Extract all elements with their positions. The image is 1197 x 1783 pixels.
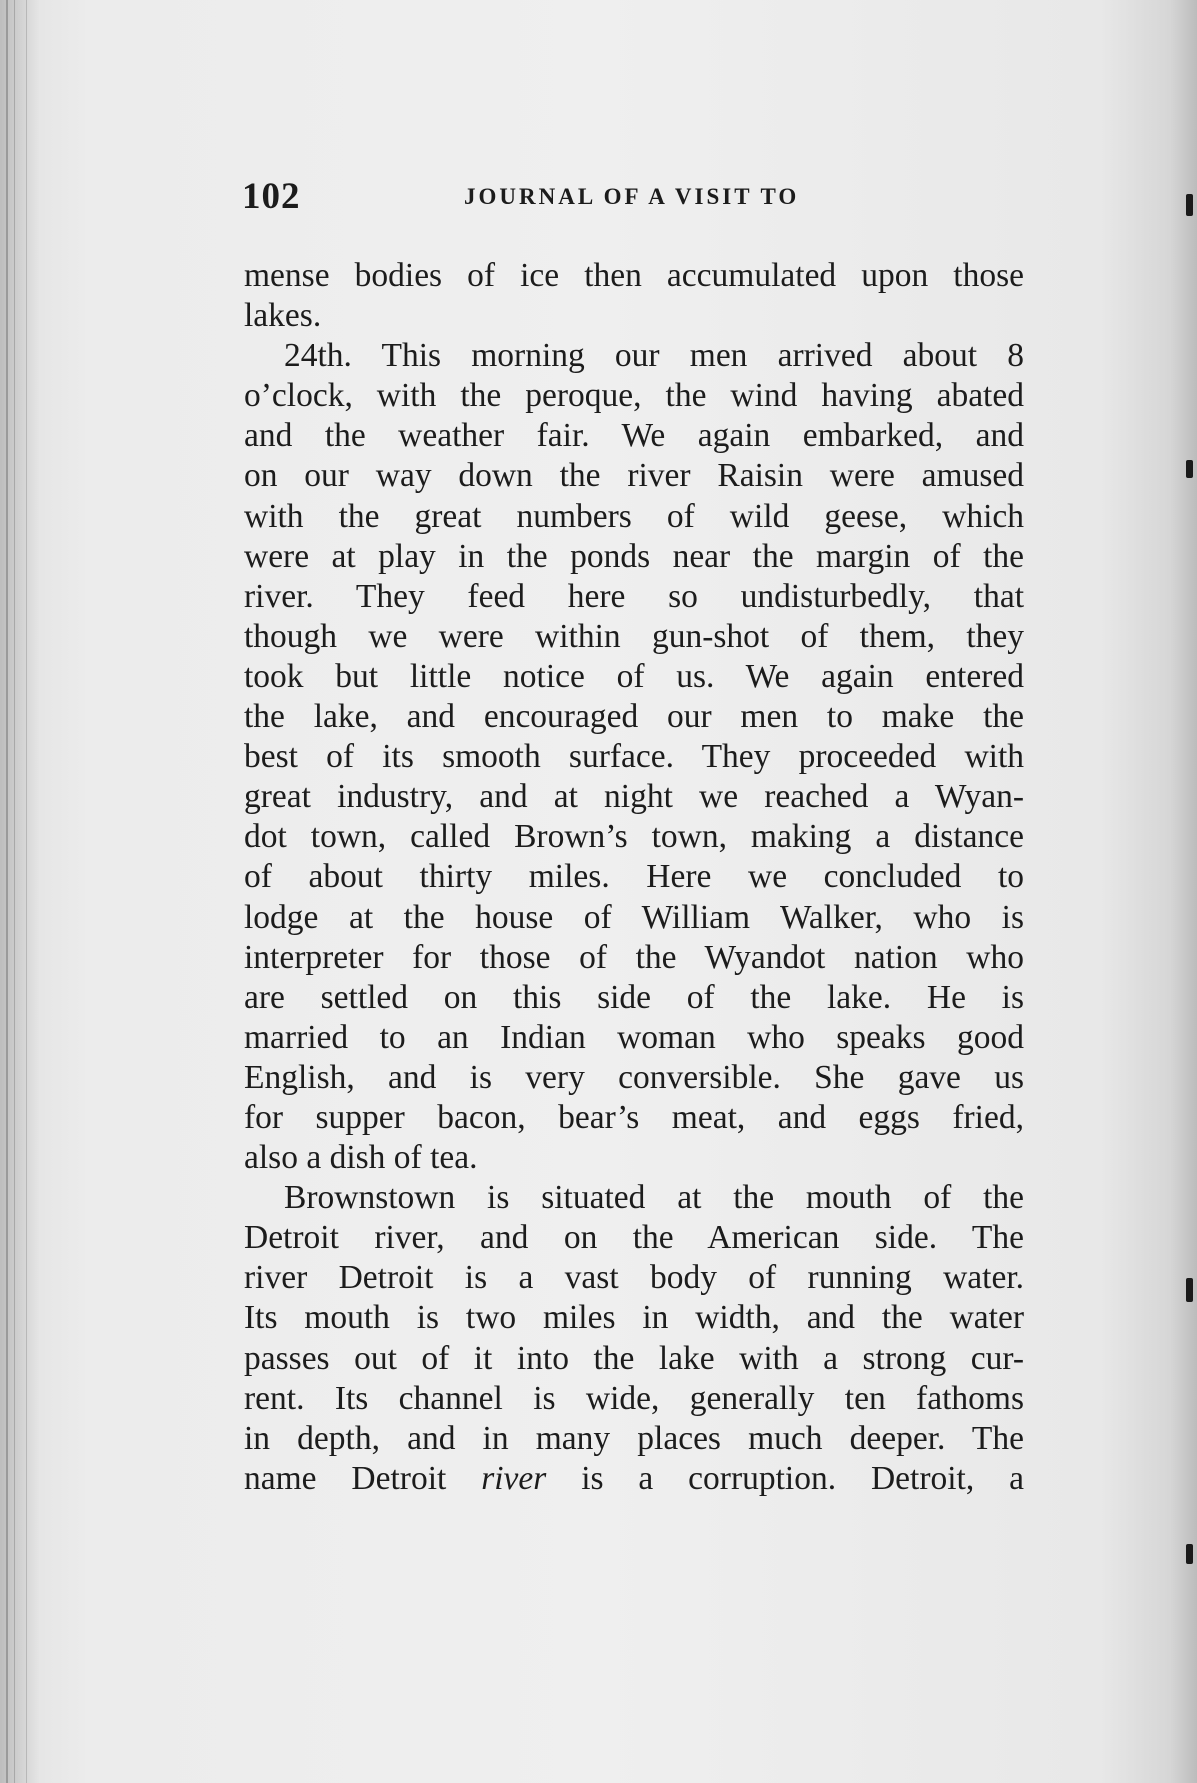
text-line: passes out of it into the lake with a strong cur-	[244, 1339, 1024, 1377]
page-edge-mark	[1186, 1544, 1193, 1564]
body-text	[244, 256, 1024, 1499]
text-line: interpreter for those of the Wyandot nation who	[244, 938, 1024, 976]
binding-edge	[26, 0, 27, 1783]
page-number: 102	[242, 176, 301, 217]
binding-edge	[14, 0, 15, 1783]
text-line: married to an Indian woman who speaks good	[244, 1018, 1024, 1056]
text-line: best of its smooth surface. They proceeded with	[244, 738, 1024, 776]
running-head: JOURNAL OF A VISIT TO	[464, 184, 800, 209]
text-line: English, and is very conversible. She gave us	[244, 1058, 1024, 1096]
italic-word: river	[481, 1459, 547, 1497]
text-line: were at play in the ponds near the margin of the	[244, 537, 1024, 575]
text-line: though we were within gun-shot of them, they	[244, 617, 1024, 655]
text-line: of about thirty miles. Here we concluded to	[244, 858, 1024, 896]
text-line: on our way down the river Raisin were amused	[244, 457, 1024, 495]
text-line: Its mouth is two miles in width, and the water	[244, 1299, 1024, 1337]
text-line: mense bodies of ice then accumulated upon those	[244, 257, 1024, 294]
text-line: o’clock, with the peroque, the wind having abated	[244, 377, 1024, 415]
text-line: lakes.	[244, 297, 322, 335]
text-line: the lake, and encouraged our men to make the	[244, 698, 1024, 736]
text-line: rent. Its channel is wide, generally ten fathoms	[244, 1379, 1024, 1417]
text-line: Detroit river, and on the American side. The	[244, 1219, 1024, 1257]
page-edge-mark	[1186, 194, 1193, 216]
text-line: with the great numbers of wild geese, which	[244, 497, 1024, 535]
text-line: river Detroit is a vast body of running water.	[244, 1259, 1024, 1297]
binding-edge	[6, 0, 8, 1783]
page-edge-mark	[1186, 460, 1193, 478]
text-line: in depth, and in many places much deeper. The	[244, 1419, 1024, 1457]
text-line: for supper bacon, bear’s meat, and eggs fried,	[244, 1098, 1024, 1136]
text-line-last	[244, 1459, 1024, 1499]
text-segment: name Detroit	[244, 1459, 482, 1497]
text-line: lodge at the house of William Walker, who is	[244, 898, 1024, 936]
page-edge-mark	[1186, 1278, 1193, 1302]
text-line: great industry, and at night we reached a Wyan-	[244, 778, 1024, 816]
text-line: dot town, called Brown’s town, making a distance	[244, 818, 1024, 856]
text-line: Brownstown is situated at the mouth of the	[284, 1179, 1024, 1217]
text-line: also a dish of tea.	[244, 1139, 478, 1177]
text-line: took but little notice of us. We again entered	[244, 657, 1024, 695]
text-line: are settled on this side of the lake. He is	[244, 978, 1024, 1016]
page-header	[242, 175, 1022, 219]
text-line: river. They feed here so undisturbedly, that	[244, 577, 1024, 615]
text-line: and the weather fair. We again embarked, and	[244, 417, 1024, 455]
text-segment: is a corruption. Detroit, a	[546, 1459, 1024, 1497]
text-line: 24th. This morning our men arrived about 8	[284, 337, 1024, 375]
